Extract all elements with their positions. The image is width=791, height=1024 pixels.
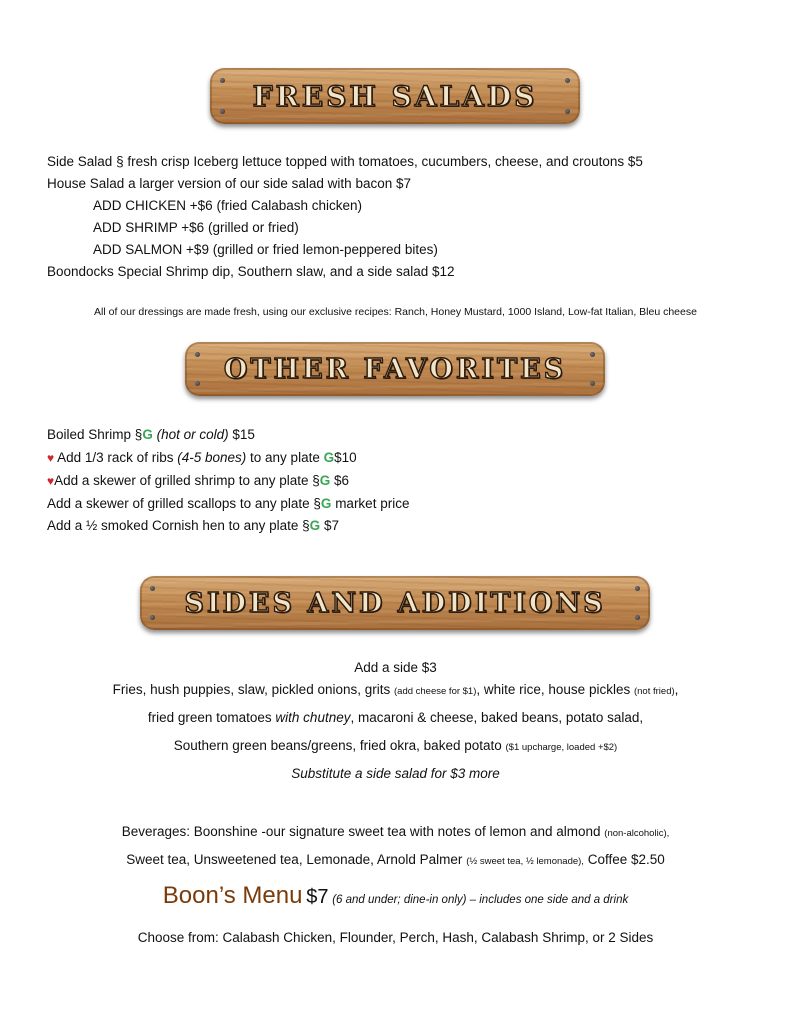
item-name: House Salad — [47, 176, 125, 191]
menu-item-grilled-shrimp — [47, 473, 349, 488]
nail-icon — [565, 78, 570, 83]
section-title-other-favorites: OTHER FAVORITES — [223, 353, 567, 385]
beverages-note: (½ sweet tea, ½ lemonade), — [466, 856, 584, 867]
nail-icon — [565, 109, 570, 114]
fresh-salads-sign — [210, 68, 580, 124]
item-name: Add a skewer of grilled scallops to any plate § — [47, 496, 321, 511]
sides-text: , — [674, 682, 679, 697]
substitute-note — [0, 766, 791, 781]
menu-item-side-salad — [47, 154, 643, 169]
sides-text: Fries, hush puppies, slaw, pickled onions, grits — [112, 682, 391, 697]
menu-item-ribs — [47, 450, 357, 465]
item-desc: § fresh crisp Iceberg lettuce topped with tomatoes, cucumbers, cheese, and croutons $5 — [116, 154, 643, 169]
dressings-note: All of our dressings are made fresh, using our exclusive recipes: Ranch, Honey Mustard, 1000 Island, Low-fat Italian, Bleu cheese — [94, 306, 697, 318]
sides-note: (add cheese for $1) — [394, 686, 477, 697]
substitute-text: Substitute a side salad for $3 more — [291, 766, 500, 781]
item-desc: (4-5 bones) — [177, 450, 247, 465]
item-desc: (hot or cold) — [156, 427, 229, 442]
addon-price: +$6 — [181, 220, 205, 235]
sides-line-2 — [0, 710, 791, 725]
item-name: Add a ½ smoked Cornish hen to any plate § — [47, 518, 310, 533]
beverages-text: Beverages: Boonshine -our signature sweet tea with notes of lemon and almond — [121, 824, 601, 839]
nail-icon — [150, 586, 155, 591]
addon-desc: (fried Calabash chicken) — [216, 198, 363, 213]
menu-item-boiled-shrimp — [47, 427, 255, 442]
addon-label: ADD SALMON — [93, 242, 183, 257]
item-name: Side Salad — [47, 154, 113, 169]
item-price: $10 — [334, 450, 357, 465]
item-price: market price — [335, 496, 410, 511]
item-name: Boiled Shrimp § — [47, 427, 143, 442]
addon-chicken — [93, 198, 362, 213]
sides-note: (not fried) — [633, 686, 675, 697]
sides-text: , white rice, house pickles — [476, 682, 631, 697]
item-desc: Shrimp dip, Southern slaw, and a side salad $12 — [165, 264, 455, 279]
sides-additions-sign — [140, 576, 650, 630]
sides-line-3 — [0, 738, 791, 753]
beverages-line-1 — [0, 824, 791, 839]
item-desc: to any plate — [250, 450, 320, 465]
boons-menu-choices: Choose from: Calabash Chicken, Flounder, Perch, Hash, Calabash Shrimp, or 2 Sides — [137, 930, 654, 945]
addon-price: +$9 — [186, 242, 209, 257]
item-price: $15 — [232, 427, 255, 442]
menu-item-boondocks-special — [47, 264, 455, 279]
nail-icon — [590, 381, 595, 386]
nail-icon — [220, 109, 225, 114]
item-desc: a larger version of our side salad with bacon $7 — [128, 176, 411, 191]
addon-shrimp — [93, 220, 299, 235]
item-name: Add a skewer of grilled shrimp to any plate § — [54, 473, 320, 488]
heart-icon: ♥ — [47, 474, 55, 488]
beverages-text: Coffee $2.50 — [587, 852, 665, 867]
addon-price: +$6 — [189, 198, 213, 213]
item-name: Boondocks Special — [47, 264, 162, 279]
nail-icon — [195, 381, 200, 386]
nail-icon — [635, 586, 640, 591]
heart-icon: ♥ — [47, 451, 55, 465]
sides-text: fried green tomatoes — [147, 710, 272, 725]
boons-menu-desc: (6 and under; dine-in only) – includes one side and a drink — [332, 894, 629, 906]
beverages-line-2 — [0, 852, 791, 867]
sides-note: ($1 upcharge, loaded +$2) — [505, 742, 618, 753]
gluten-free-icon: G — [323, 450, 335, 465]
beverages-note: (non-alcoholic), — [604, 828, 670, 839]
boons-menu-title: Boon’s Menu — [162, 882, 303, 909]
nail-icon — [150, 615, 155, 620]
sides-text: with chutney — [275, 710, 351, 725]
gluten-free-icon: G — [320, 496, 332, 511]
addon-salmon — [93, 242, 438, 257]
item-price: $6 — [334, 473, 350, 488]
section-title-sides-additions: SIDES AND ADDITIONS — [184, 587, 606, 619]
add-a-side: Add a side $3 — [354, 660, 437, 675]
nail-icon — [220, 78, 225, 83]
gluten-free-icon: G — [319, 473, 331, 488]
item-price: $7 — [323, 518, 339, 533]
sides-text: Southern green beans/greens, fried okra, baked potato — [173, 738, 502, 753]
beverages-text: Sweet tea, Unsweetened tea, Lemonade, Arnold Palmer — [126, 852, 463, 867]
nail-icon — [635, 615, 640, 620]
item-name: Add 1/3 rack of ribs — [57, 450, 174, 465]
menu-item-cornish-hen — [47, 518, 339, 533]
sides-text: , macaroni & cheese, baked beans, potato salad, — [350, 710, 644, 725]
addon-desc: (grilled or fried lemon-peppered bites) — [212, 242, 438, 257]
addon-desc: (grilled or fried) — [207, 220, 299, 235]
gluten-free-icon: G — [309, 518, 321, 533]
section-title-fresh-salads: FRESH SALADS — [252, 79, 538, 113]
addon-label: ADD SHRIMP — [93, 220, 178, 235]
boons-menu — [0, 882, 791, 910]
menu-item-house-salad — [47, 176, 411, 191]
other-favorites-sign — [185, 342, 605, 396]
gluten-free-icon: G — [142, 427, 153, 442]
nail-icon — [195, 352, 200, 357]
boons-menu-price: $7 — [306, 886, 329, 908]
nail-icon — [590, 352, 595, 357]
menu-item-grilled-scallops — [47, 496, 409, 511]
addon-label: ADD CHICKEN — [93, 198, 187, 213]
sides-line-1 — [0, 682, 791, 697]
